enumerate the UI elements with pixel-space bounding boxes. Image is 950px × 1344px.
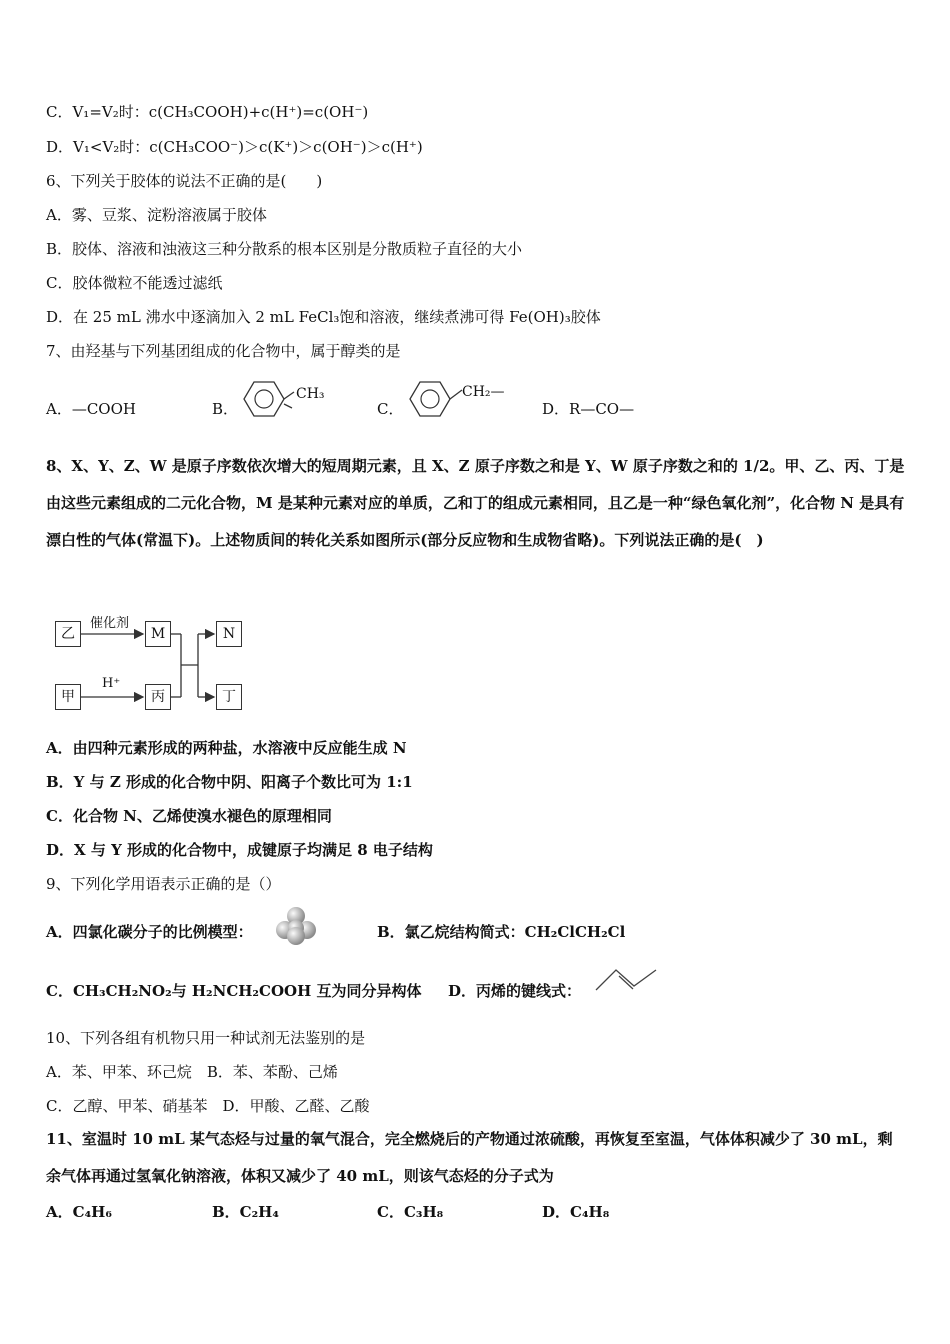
q6-option-c: C．胶体微粒不能透过滤纸	[46, 274, 223, 292]
q11-option-c: C．C₃H₈	[377, 1203, 444, 1221]
node-m: M	[145, 621, 171, 647]
q9-option-b: B．氯乙烷结构简式：CH₂ClCH₂Cl	[377, 923, 626, 941]
node-bing: 丙	[145, 684, 171, 710]
q11-stem: 11、室温时 10 mL 某气态烃与过量的氧气混合，完全燃烧后的产物通过浓硫酸，再恢复至室温，气体体积减少了 30 mL，剩余气体再通过氢氧化钠溶液，体积又减少了 40 mL，则该气态烃的分子式为	[46, 1130, 893, 1185]
catalyst-label: 催化剂	[90, 616, 130, 631]
q6-option-b: B．胶体、溶液和浊液这三种分散系的根本区别是分散质粒子直径的大小	[46, 240, 523, 258]
h-plus-label: H⁺	[102, 676, 121, 691]
q6-stem: 6、下列关于胶体的说法不正确的是( )	[46, 172, 323, 190]
q11-option-a: A．C₄H₆	[46, 1203, 112, 1221]
q7-option-b-group: CH₃	[296, 386, 325, 402]
q6-option-a: A．雾、豆浆、淀粉溶液属于胶体	[46, 206, 267, 224]
q8-option-b: B．Y 与 Z 形成的化合物中阴、阳离子个数比可为 1:1	[46, 773, 413, 791]
q10-options-cd: C．乙醇、甲苯、硝基苯 D．甲酸、乙醛、乙酸	[46, 1097, 370, 1115]
node-yi: 乙	[55, 621, 81, 647]
q9-stem: 9、下列化学用语表示正确的是（）	[46, 875, 281, 893]
node-ding: 丁	[216, 684, 242, 710]
q5-option-d: D．V₁<V₂时：c(CH₃COO⁻)＞c(K⁺)＞c(OH⁻)＞c(H⁺)	[46, 138, 423, 156]
q10-options-ab: A．苯、甲苯、环己烷 B．苯、苯酚、己烯	[46, 1063, 338, 1081]
q8-option-a: A．由四种元素形成的两种盐，水溶液中反应能生成 N	[46, 739, 407, 757]
q7-option-c-group: CH₂—	[462, 384, 505, 400]
q8-option-d: D．X 与 Y 形成的化合物中，成键原子均满足 8 电子结构	[46, 841, 433, 859]
q9-option-d: D．丙烯的键线式：	[448, 982, 582, 1000]
q7-stem: 7、由羟基与下列基团组成的化合物中，属于醇类的是	[46, 342, 401, 360]
q7-option-a: A．—COOH	[46, 400, 136, 418]
node-n: N	[216, 621, 242, 647]
q9-option-a: A．四氯化碳分子的比例模型：	[46, 923, 253, 941]
q8-option-c: C．化合物 N、乙烯使溴水褪色的原理相同	[46, 807, 332, 825]
q11-option-b: B．C₂H₄	[212, 1203, 279, 1221]
q10-stem: 10、下列各组有机物只用一种试剂无法鉴别的是	[46, 1029, 366, 1047]
q7-option-c-label: C．	[377, 400, 404, 418]
q9-option-c: C．CH₃CH₂NO₂与 H₂NCH₂COOH 互为同分异构体	[46, 982, 422, 1000]
ccl4-space-filling-model-icon	[274, 906, 318, 946]
q6-option-d: D．在 25 mL 沸水中逐滴加入 2 mL FeCl₃饱和溶液，继续煮沸可得 Fe(OH)₃胶体	[46, 308, 601, 326]
q5-option-c: C．V₁=V₂时：c(CH₃COOH)+c(H⁺)=c(OH⁻)	[46, 103, 369, 121]
q8-stem: 8、X、Y、Z、W 是原子序数依次增大的短周期元素，且 X、Z 原子序数之和是 Y、W 原子序数之和的 1/2。甲、乙、丙、丁是由这些元素组成的二元化合物，M 是某种元素对应的单质，乙和丁的组成元素相同，且乙是一种“绿色氧化剂”，化合物 N 是具有漂白性的气体(常温下)。上述物质间的转化关系如图所示(部分反应物和生成物省略)。下列说法正确的是( )	[46, 457, 905, 549]
node-jia: 甲	[55, 684, 81, 710]
propene-skeletal-formula-icon	[594, 966, 660, 996]
q7-option-b-label: B．	[212, 400, 239, 418]
q7-option-d: D．R—CO—	[542, 400, 635, 418]
q11-option-d: D．C₄H₈	[542, 1203, 610, 1221]
